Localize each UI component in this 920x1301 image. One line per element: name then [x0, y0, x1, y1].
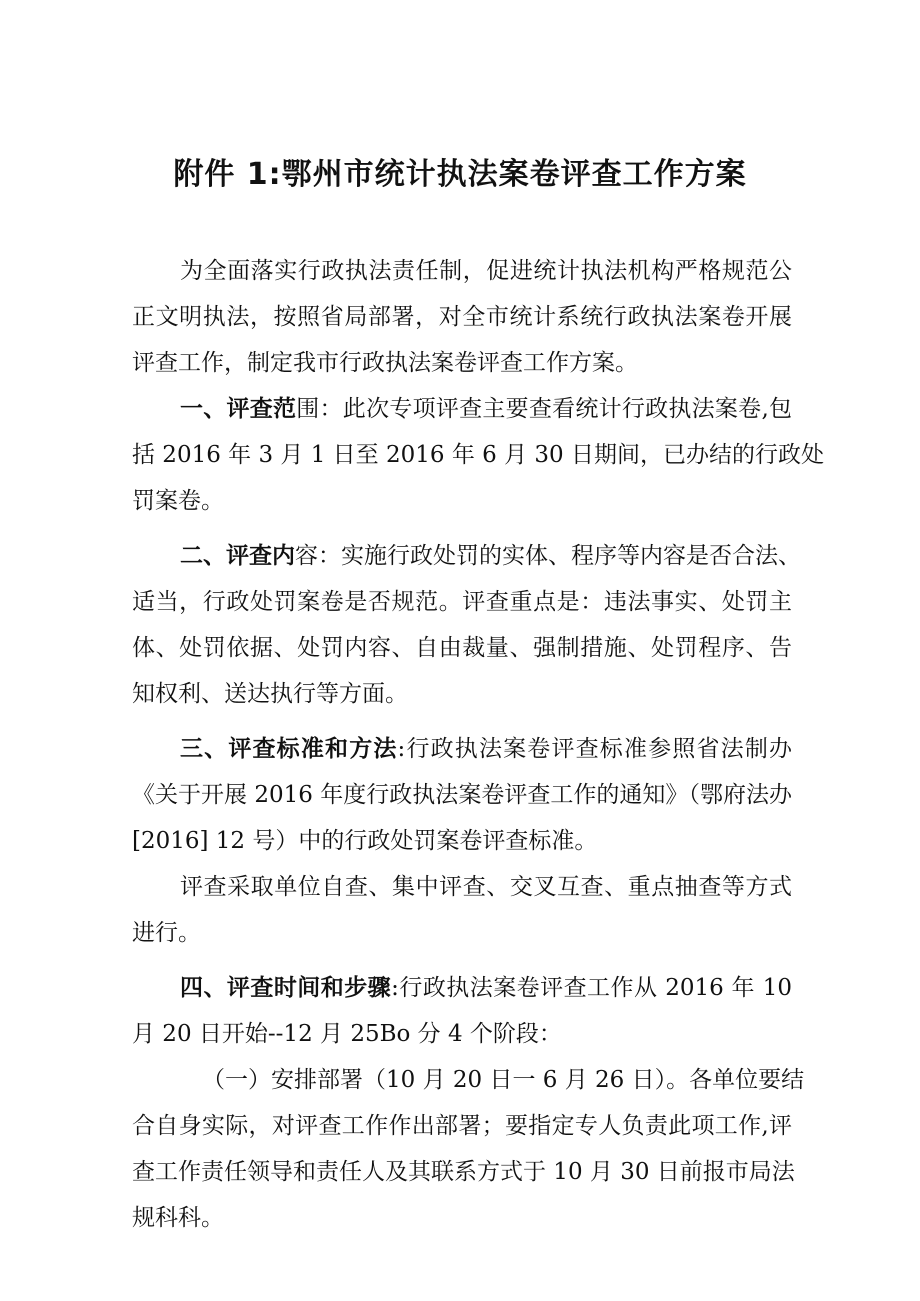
document-body	[132, 248, 824, 1241]
text-line: 月 20 日开始--12 月 25Bo 分 4 个阶段：	[132, 1021, 562, 1047]
text-line: 体、处罚依据、处罚内容、自由裁量、强制措施、处罚程序、告	[132, 635, 792, 661]
section-heading: 一、评查范	[180, 396, 297, 422]
text-line	[132, 533, 801, 579]
text-line: （一）安排部署（10 月 20 日一 6 月 26 日）。各单位要结	[202, 1067, 805, 1093]
text-line: [2016] 12 号）中的行政处罚案卷评查标准。	[132, 828, 598, 854]
spacer	[132, 717, 792, 726]
text-line: 罚案卷。	[132, 488, 224, 514]
text-line: 正文明执法，按照省局部署，对全市统计系统行政执法案卷开展	[132, 304, 792, 330]
text-line	[132, 386, 792, 432]
text-line: 进行。	[132, 920, 201, 946]
text-run: 容：实施行政处罚的实体、程序等内容是否合法、	[295, 543, 801, 569]
document-title: 附件 1:鄂州市统计执法案卷评查工作方案	[173, 157, 747, 192]
section-schedule	[132, 965, 805, 1241]
text-line: 查工作责任领导和责任人及其联系方式于 10 月 30 日前报市局法	[132, 1159, 795, 1185]
text-line: 括 2016 年 3 月 1 日至 2016 年 6 月 30 日期间，已办结的行政处	[132, 442, 824, 468]
section-heading: 四、评查时间和步骤	[180, 975, 392, 1001]
text-line: 规科科。	[132, 1205, 224, 1231]
text-line: 适当，行政处罚案卷是否规范。评查重点是：违法事实、处罚主	[132, 589, 792, 615]
text-run: :行政执法案卷评查标准参照省法制办	[397, 736, 793, 762]
text-line: 评查工作，制定我市行政执法案卷评查工作方案。	[132, 350, 638, 376]
text-line: 为全面落实行政执法责任制，促进统计执法机构严格规范公	[180, 258, 792, 284]
text-line: 评查采取单位自查、集中评查、交叉互查、重点抽查等方式	[180, 874, 792, 900]
text-line: 合自身实际，对评查工作作出部署；要指定专人负责此项工作,评	[132, 1113, 792, 1139]
section-heading: 三、评查标准和方法	[180, 736, 398, 762]
text-line	[132, 726, 792, 772]
text-run: :行政执法案卷评查工作从 2016 年 10	[391, 975, 793, 1001]
section-scope	[132, 386, 824, 524]
spacer	[132, 524, 792, 533]
section-heading: 二、评查内	[180, 543, 295, 569]
spacer	[132, 956, 792, 965]
text-line: 知权利、送达执行等方面。	[132, 681, 408, 707]
text-line: 《关于开展 2016 年度行政执法案卷评查工作的通知》（鄂府法办	[132, 782, 792, 808]
intro-paragraph	[132, 248, 792, 386]
section-content	[132, 533, 801, 717]
section-standards	[132, 726, 792, 956]
text-run: 围：此次专项评查主要查看统计行政执法案卷,包	[296, 396, 793, 422]
text-line	[132, 965, 792, 1011]
